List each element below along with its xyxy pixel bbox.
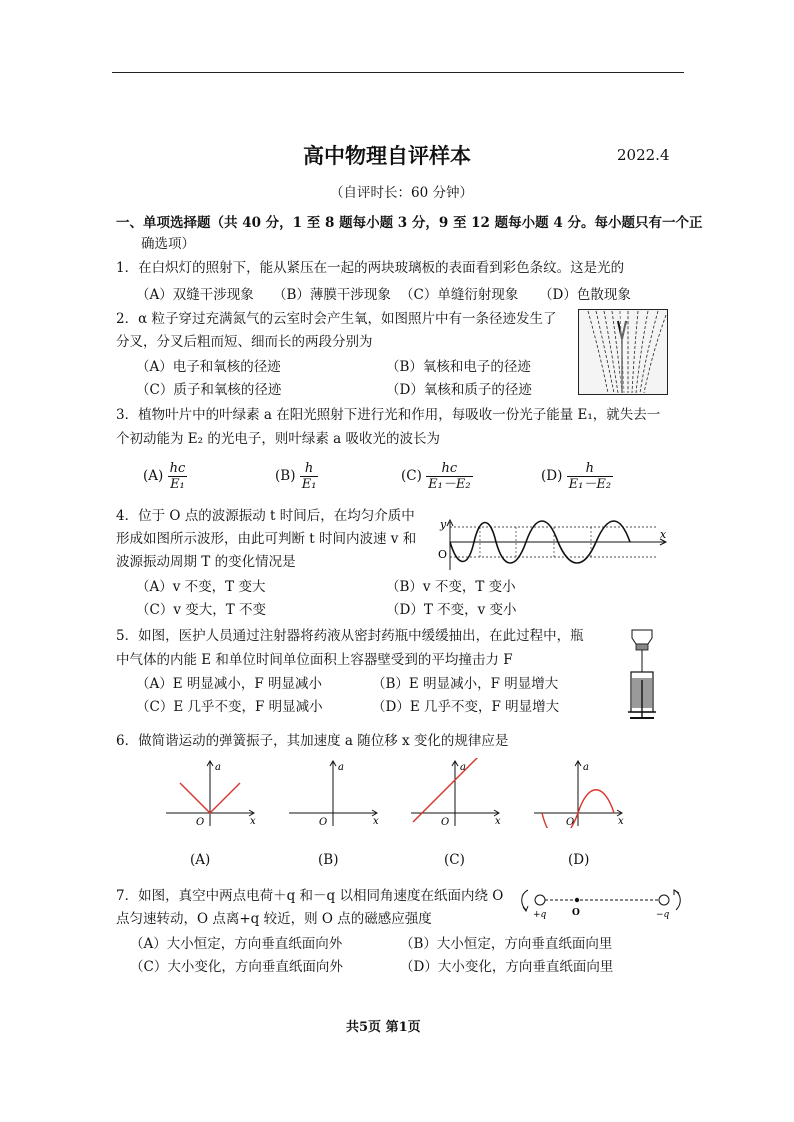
q3-fraction-a: $\frac{hc}{\text{E₁}}$ [169, 461, 186, 492]
q3-option-b-label: (B) [275, 468, 296, 484]
q6-option-d[interactable]: (D) [568, 852, 590, 868]
q6b-origin: O [319, 817, 328, 828]
q6d-origin: O [566, 817, 575, 828]
q3-fraction-b: $\frac{h}{\text{E₁}}$ [301, 461, 317, 492]
q2-option-d[interactable]: （D）氧核和质子的径迹 [386, 382, 532, 398]
q3-option-c[interactable] [401, 461, 473, 492]
q7-option-b[interactable]: （B）大小恒定，方向垂直纸面向里 [400, 936, 613, 952]
exam-date: 2022.4 [617, 146, 670, 164]
q6-stem: 6．做简谐运动的弹簧振子，其加速度 a 随位移 x 变化的规律应是 [116, 733, 509, 749]
q1-option-c[interactable]: （C）单缝衍射现象 [400, 287, 519, 303]
q3-option-b[interactable] [275, 461, 318, 492]
q4-stem-cont-2: 波源振动周期 T 的变化情况是 [116, 554, 296, 570]
page-footer: 共5页 第1页 [346, 1020, 421, 1035]
q3-option-c-label: (C) [401, 468, 422, 484]
q3-stem: 3．植物叶片中的叶绿素 a 在阳光照射下进行光和作用，每吸收一份光子能量 E₁，就失去一 [116, 407, 661, 423]
q1-option-a[interactable]: （A）双缝干涉现象 [136, 287, 254, 303]
q6-option-c[interactable]: (C) [444, 852, 465, 868]
top-rule [112, 72, 684, 73]
q6-option-b[interactable]: (B) [318, 852, 339, 868]
q6b-axis-a: a [338, 762, 344, 773]
q5-option-c[interactable]: （C）E 几乎不变，F 明显减小 [136, 699, 323, 715]
q6c-axis-x: x [495, 816, 501, 827]
section-heading: 一、单项选择题（共 40 分，1 至 8 题每小题 3 分，9 至 12 题每小题 4 分。每小题只有一个正 [116, 215, 703, 231]
q5-stem-cont: 中气体的内能 E 和单位时间单位面积上容器壁受到的平均撞击力 F [116, 652, 513, 668]
q1-option-d[interactable]: （D）色散现象 [539, 287, 631, 303]
page-title: 高中物理自评样本 [303, 144, 471, 168]
q7-option-a[interactable]: （A）大小恒定，方向垂直纸面向外 [130, 936, 343, 952]
q2-option-c[interactable]: （C）质子和氧核的径迹 [136, 382, 282, 398]
q6a-origin: O [196, 817, 205, 828]
q4-option-b[interactable]: （B）v 不变，T 变小 [386, 579, 516, 595]
wave-axis-x: x [660, 528, 667, 541]
wave-origin: O [438, 548, 448, 561]
wave-figure [436, 518, 672, 572]
q6d-axis-x: x [618, 816, 624, 827]
q6-graph-b [283, 758, 383, 828]
q3-option-d[interactable] [541, 461, 613, 492]
q7-stem: 7．如图，真空中两点电荷＋q 和－q 以相同角速度在纸面内绕 O [116, 888, 504, 904]
charge-minus-label: −q [656, 910, 670, 920]
q4-stem: 4．位于 O 点的波源振动 t 时间后，在均匀介质中 [116, 508, 415, 524]
q2-stem: 2．α 粒子穿过充满氮气的云室时会产生氧，如图照片中有一条径迹发生了 [116, 311, 557, 327]
q4-stem-cont-1: 形成如图所示波形，由此可判断 t 时间内波速 v 和 [116, 531, 417, 547]
q3-option-d-label: (D) [541, 468, 563, 484]
q3-fraction-c: $\frac{hc}{\text{E₁－E₂}}$ [428, 461, 471, 492]
q2-option-a[interactable]: （A）电子和氧核的径迹 [136, 359, 281, 375]
q7-option-d[interactable]: （D）大小变化，方向垂直纸面向里 [400, 959, 614, 975]
q6-graph-c [405, 758, 505, 828]
q6-graph-a [160, 758, 260, 828]
q7-stem-cont: 点匀速转动，O 点离+q 较近，则 O 点的磁感应强度 [116, 911, 432, 927]
q1-option-b[interactable]: （B）薄膜干涉现象 [273, 287, 391, 303]
q4-option-a[interactable]: （A）v 不变，T 变大 [136, 579, 266, 595]
q6c-origin: O [441, 817, 450, 828]
syringe-figure [622, 628, 662, 723]
q3-stem-cont: 个初动能为 E₂ 的光电子，则叶绿素 a 吸收光的波长为 [116, 431, 440, 447]
q6d-axis-a: a [583, 762, 589, 773]
cloud-chamber-photo [578, 309, 668, 395]
q6c-axis-a: a [460, 762, 466, 773]
q6-graph-d [528, 758, 628, 828]
wave-axis-y: y [440, 518, 447, 531]
q6b-axis-x: x [373, 816, 379, 827]
q6a-axis-x: x [250, 816, 256, 827]
charge-center-label: O [572, 908, 580, 918]
q3-fraction-d: $\frac{h}{\text{E₁－E₂}}$ [568, 461, 612, 492]
q5-stem: 5．如图，医护人员通过注射器将药液从密封药瓶中缓缓抽出，在此过程中，瓶 [116, 628, 584, 644]
q3-option-a-label: (A) [143, 468, 164, 484]
q5-option-a[interactable]: （A）E 明显减小，F 明显减小 [136, 676, 323, 692]
time-limit: （自评时长：60 分钟） [330, 185, 473, 201]
q4-option-d[interactable]: （D）T 不变，v 变小 [386, 602, 517, 618]
q2-option-b[interactable]: （B）氧核和电子的径迹 [386, 359, 531, 375]
q7-option-c[interactable]: （C）大小变化，方向垂直纸面向外 [130, 959, 343, 975]
q6-option-a[interactable]: (A) [190, 852, 211, 868]
q2-stem-cont: 分叉，分叉后粗而短、细而长的两段分别为 [116, 334, 373, 350]
q5-option-d[interactable]: （D）E 几乎不变，F 明显增大 [372, 699, 560, 715]
charges-figure [516, 884, 686, 922]
q6a-axis-a: a [215, 762, 221, 773]
section-heading-cont: 确选项） [141, 236, 195, 252]
q5-option-b[interactable]: （B）E 明显减小，F 明显增大 [372, 676, 559, 692]
q4-option-c[interactable]: （C）v 变大，T 不变 [136, 602, 267, 618]
q1-stem: 1．在白炽灯的照射下，能从紧压在一起的两块玻璃板的表面看到彩色条纹。这是光的 [116, 260, 625, 276]
q3-option-a[interactable] [143, 461, 187, 492]
charge-plus-label: +q [533, 910, 547, 920]
